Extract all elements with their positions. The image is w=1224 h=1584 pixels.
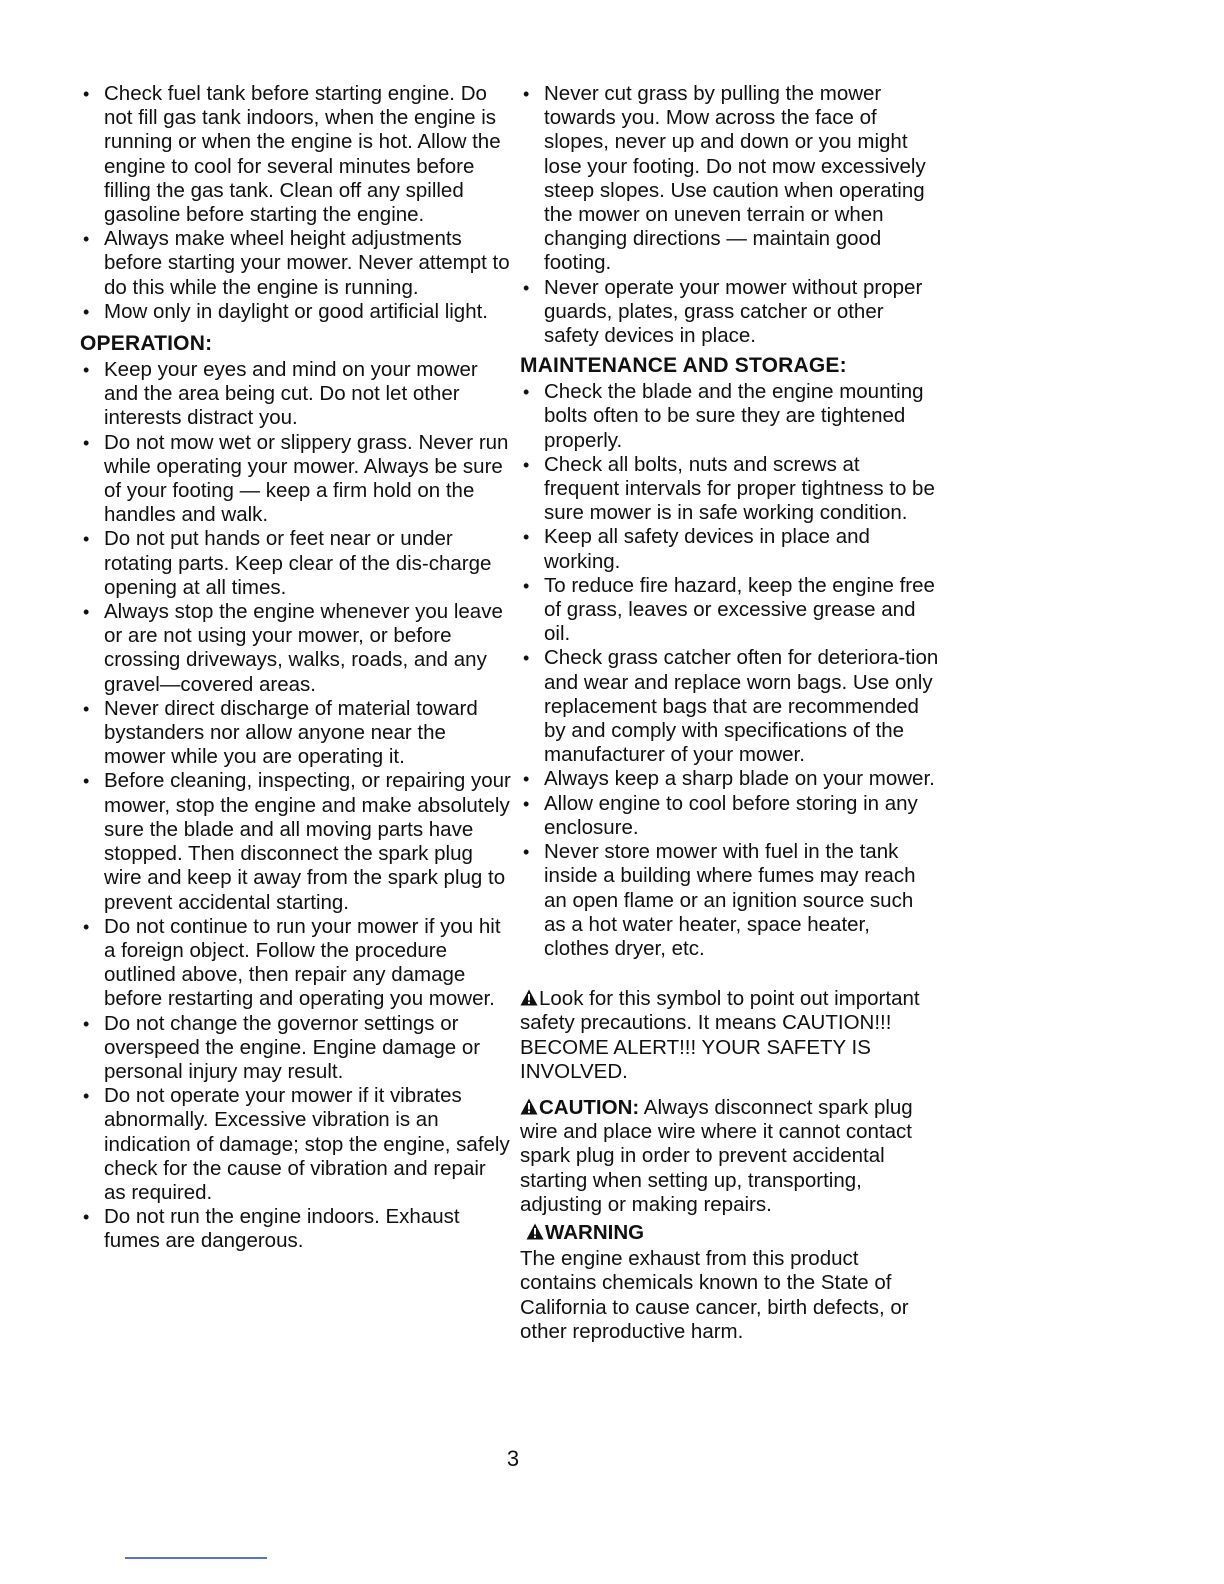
list-item: • Check all bolts, nuts and screws at frequent intervals for proper tightness to be sure mower is in safe working condition. xyxy=(520,453,940,526)
caution-label: CAUTION: xyxy=(539,1095,640,1119)
list-item: • Allow engine to cool before storing in any enclosure. xyxy=(520,792,940,840)
intro-list xyxy=(80,82,512,324)
list-item: • Do not mow wet or slippery grass. Never run while operating your mower. Always be sure of your footing — keep a firm hold on the handles and walk. xyxy=(80,431,512,528)
list-item: • Always keep a sharp blade on your mower. xyxy=(520,767,940,791)
list-item: • Check fuel tank before starting engine. Do not fill gas tank indoors, when the engine is running or when the engine is hot. Allow the engine to cool for several minutes before filling the gas tank. Clean off any spilled gasoline before starting the engine. xyxy=(80,82,512,227)
list-item: • Check grass catcher often for deteriora-tion and wear and replace worn bags. Use only replacement bags that are recommended by and comply with specifications of the manufacturer of your mower. xyxy=(520,646,940,767)
continued-list xyxy=(520,82,940,348)
maintenance-heading: MAINTENANCE AND STORAGE: xyxy=(520,354,847,378)
caution-text: Always disconnect spark plug wire and place wire where it cannot contact spark plug in order to prevent accidental starting when setting up, transporting, adjusting or making repairs. xyxy=(520,1095,913,1216)
operation-heading: OPERATION: xyxy=(80,332,213,356)
list-item: • Do not change the governor settings or overspeed the engine. Engine damage or personal injury may result. xyxy=(80,1012,512,1085)
list-item: • Always stop the engine whenever you leave or are not using your mower, or before crossing driveways, walks, roads, and any gravel—covered areas. xyxy=(80,600,512,697)
list-item: • Never cut grass by pulling the mower towards you. Mow across the face of slopes, never up and down or you might lose your footing. Do not mow excessively steep slopes. Use caution when operating the mower on uneven terrain or when changing directions — maintain good footing. xyxy=(520,82,940,276)
list-item: • Never store mower with fuel in the tank inside a building where fumes may reach an open flame or an ignition source such as a hot water heater, space heater, clothes dryer, etc. xyxy=(520,840,940,961)
list-item: • To reduce fire hazard, keep the engine free of grass, leaves or excessive grease and oil. xyxy=(520,574,940,647)
operation-list xyxy=(80,358,512,1254)
list-item: • Do not put hands or feet near or under rotating parts. Keep clear of the dis-charge opening at all times. xyxy=(80,527,512,600)
warning-label: WARNING xyxy=(545,1220,645,1244)
list-item: • Before cleaning, inspecting, or repairing your mower, stop the engine and make absolutely sure the blade and all moving parts have stopped. Then disconnect the spark plug wire and keep it away from the spark plug to prevent accidental starting. xyxy=(80,769,512,914)
list-item: • Keep your eyes and mind on your mower and the area being cut. Do not let other interests distract you. xyxy=(80,358,512,431)
list-item: • Do not run the engine indoors. Exhaust fumes are dangerous. xyxy=(80,1205,512,1253)
right-column xyxy=(520,82,940,1344)
list-item: • Do not continue to run your mower if you hit a foreign object. Follow the procedure outlined above, then repair any damage before restarting and operating you mower. xyxy=(80,915,512,1012)
left-column xyxy=(80,82,512,1254)
list-item: • Mow only in daylight or good artificial light. xyxy=(80,300,512,324)
alert-triangle-icon xyxy=(520,1098,538,1115)
divider xyxy=(125,1557,267,1559)
list-item: • Keep all safety devices in place and working. xyxy=(520,525,940,573)
alert-triangle-icon xyxy=(520,989,538,1006)
symbol-note xyxy=(520,987,940,1084)
caution-notice xyxy=(520,1096,940,1217)
list-item: • Always make wheel height adjustments before starting your mower. Never attempt to do this while the engine is running. xyxy=(80,227,512,300)
alert-triangle-icon xyxy=(526,1223,544,1240)
list-item: • Never operate your mower without proper guards, plates, grass catcher or other safety devices in place. xyxy=(520,276,940,349)
list-item: • Never direct discharge of material toward bystanders nor allow anyone near the mower while you are operating it. xyxy=(80,697,512,770)
symbol-note-text: Look for this symbol to point out important safety precautions. It means CAUTION!!! BECOME ALERT!!! YOUR SAFETY IS INVOLVED. xyxy=(520,987,920,1083)
page-number: 3 xyxy=(506,1446,520,1471)
warning-heading xyxy=(520,1221,940,1245)
list-item: • Do not operate your mower if it vibrates abnormally. Excessive vibration is an indication of damage; stop the engine, safely check for the cause of vibration and repair as required. xyxy=(80,1084,512,1205)
warning-text: The engine exhaust from this product contains chemicals known to the State of California to cause cancer, birth defects, or other reproductive harm. xyxy=(520,1247,909,1343)
list-item: • Check the blade and the engine mounting bolts often to be sure they are tightened properly. xyxy=(520,380,940,453)
maintenance-list xyxy=(520,380,940,961)
